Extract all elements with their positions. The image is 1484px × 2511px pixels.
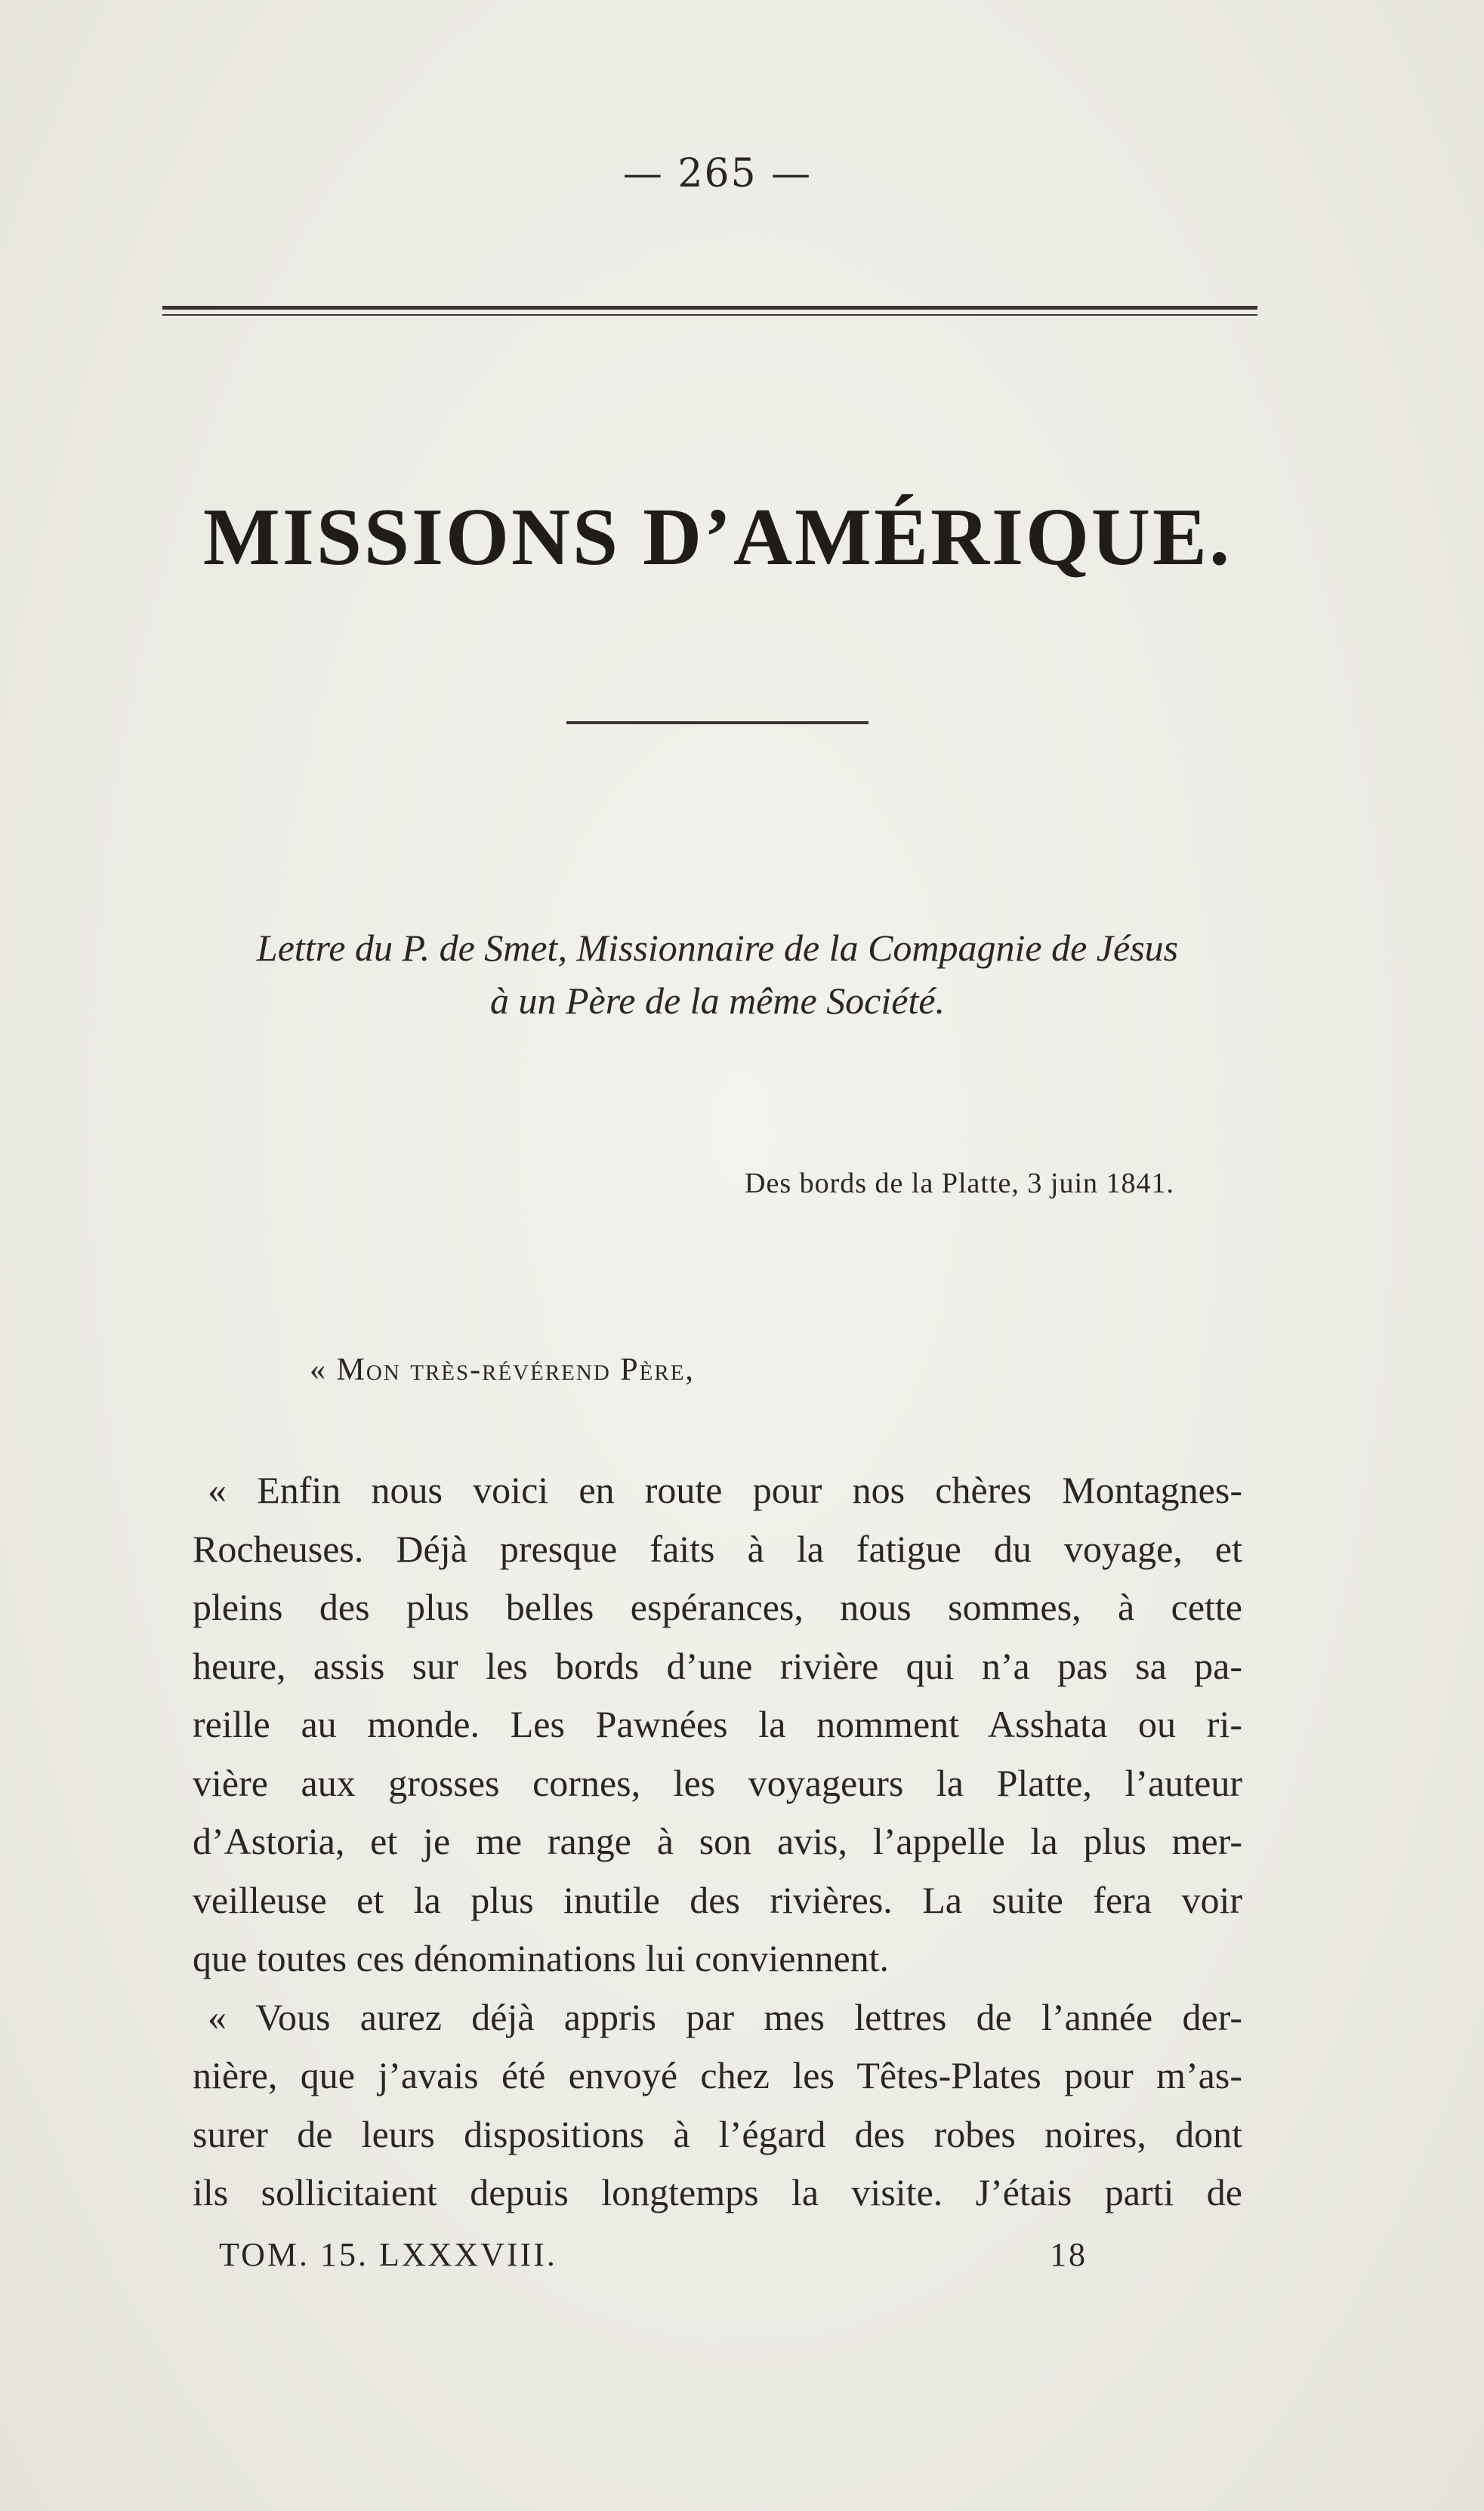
letter-body bbox=[193, 1461, 1242, 2223]
salutation: « Mon très-révérend Père, bbox=[310, 1353, 695, 1387]
body-line: « Vous aurez déjà appris par mes lettres de l’année der- bbox=[208, 1995, 1242, 2038]
body-line: d’Astoria, et je me range à son avis, l’appelle la plus mer- bbox=[193, 1820, 1242, 1862]
body-line: surer de leurs dispositions à l’égard des robes noires, dont bbox=[193, 2112, 1242, 2155]
body-line: nière, que j’avais été envoyé chez les Têtes-Plates pour m’as- bbox=[193, 2054, 1242, 2096]
top-rule-thin bbox=[162, 314, 1257, 316]
body-line: que toutes ces dénominations lui conviennent. bbox=[193, 1937, 890, 1979]
letter-heading-line-1: Lettre du P. de Smet, Missionnaire de la Compagnie de Jésus bbox=[256, 927, 1179, 969]
body-line: reille au monde. Les Pawnées la nomment Asshata ou ri- bbox=[193, 1703, 1242, 1745]
body-line: vière aux grosses cornes, les voyageurs la Platte, l’auteur bbox=[193, 1761, 1242, 1804]
title-divider bbox=[566, 721, 868, 724]
section-title: MISSIONS D’AMÉRIQUE. bbox=[202, 492, 1233, 582]
body-line: ils sollicitaient depuis longtemps la visite. J’étais parti de bbox=[193, 2171, 1242, 2213]
signature-mark: TOM. 15. LXXXVIII. bbox=[219, 2236, 557, 2273]
letter-heading-line-2: à un Père de la même Société. bbox=[489, 979, 946, 1022]
body-line: Rocheuses. Déjà presque faits à la fatigue du voyage, et bbox=[193, 1527, 1242, 1570]
sheet-number: 18 bbox=[1050, 2236, 1088, 2273]
body-line: pleins des plus belles espérances, nous sommes, à cette bbox=[193, 1586, 1242, 1628]
top-rule bbox=[162, 306, 1257, 310]
body-line: heure, assis sur les bords d’une rivière qui n’a pas sa pa- bbox=[193, 1644, 1242, 1687]
body-line: « Enfin nous voici en route pour nos chères Montagnes- bbox=[208, 1469, 1242, 1511]
dateline: Des bords de la Platte, 3 juin 1841. bbox=[745, 1168, 1174, 1199]
body-line: veilleuse et la plus inutile des rivières. La suite fera voir bbox=[193, 1878, 1242, 1921]
letter-heading bbox=[0, 921, 1435, 1027]
page-number: — 265 — bbox=[622, 151, 813, 196]
